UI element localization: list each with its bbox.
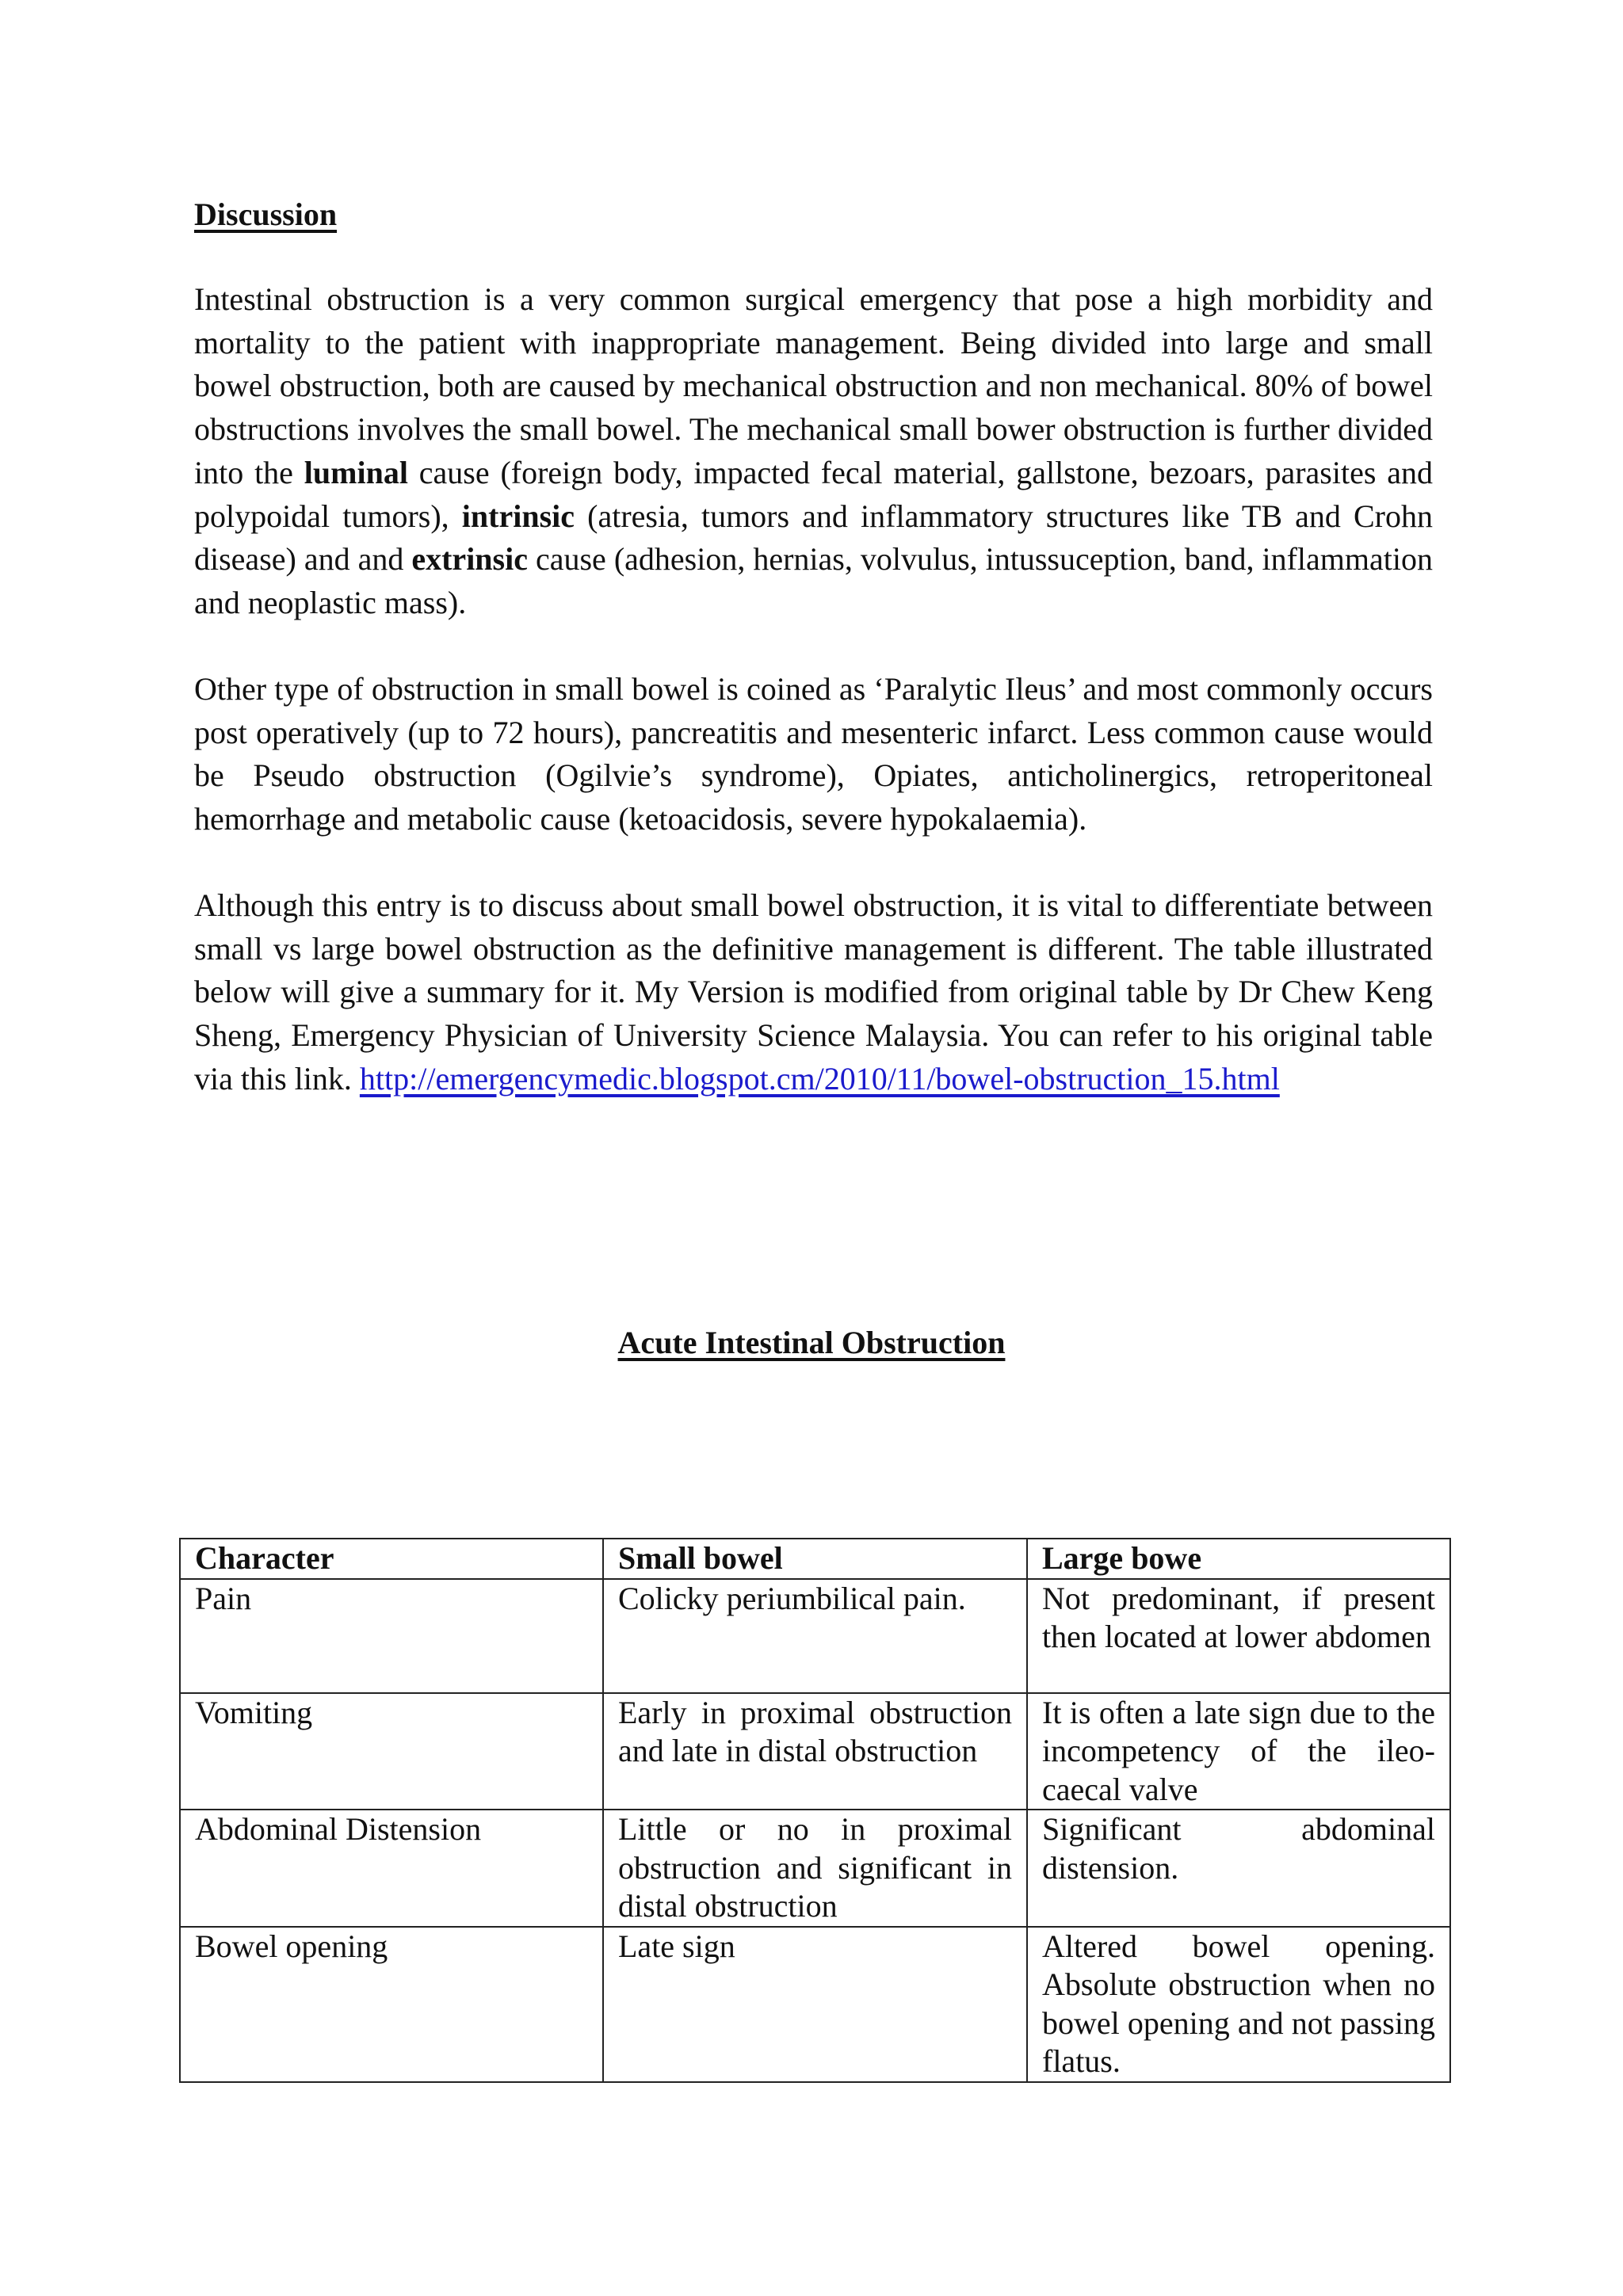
table-row [180,1579,1450,1693]
paragraph-intro-text-3: (atresia, tumors and inflammatory structures like TB and Crohn disease) and and [194,498,1433,578]
header-small-bowel: Small bowel [603,1539,1027,1579]
table-cell: Vomiting [180,1693,603,1810]
table-row [180,1810,1450,1927]
table-row [180,1693,1450,1810]
paragraph-differentiation-text: Although this entry is to discuss about small bowel obstruction, it is vital to differentiate between small vs large bowel obstruction as the definitive management is different. The table illustrated below will give a summary for it. My Version is modified from original table by Dr Chew Keng Sheng, Emergency Physician of University Science Malaysia. You can refer to his original table via this link. [194,887,1433,1097]
paragraph-intro-text-4: cause (adhesion, hernias, volvulus, intussuception, band, inflammation and neoplastic mass). [194,541,1433,620]
original-table-link[interactable]: http://emergencymedic.blogspot.cm/2010/11/bowel-obstruction_15.html [359,1060,1280,1097]
comparison-table [179,1538,1451,2083]
paragraph-intro-text-2: cause (foreign body, impacted fecal material, gallstone, bezoars, parasites and polypoidal tumors), [194,454,1433,534]
paragraph-paralytic-ileus: Other type of obstruction in small bowel is coined as ‘Paralytic Ileus’ and most commonly occurs post operatively (up to 72 hours), pancreatitis and mesenteric infarct. Less common cause would be Pseudo obstruction (Ogilvie’s syndrome), Opiates, anticholinergics, retroperitoneal hemorrhage and metabolic cause (ketoacidosis, severe hypokalaemia). [194,671,1433,837]
discussion-heading: Discussion [194,196,338,232]
paragraph-intro [194,278,1433,625]
term-extrinsic: extrinsic [411,541,528,578]
table-title [0,1322,1623,1364]
table-cell: Early in proximal obstruction and late in distal obstruction [603,1693,1027,1810]
table-cell: Bowel opening [180,1927,603,2082]
paragraph-intro-text-1: Intestinal obstruction is a very common surgical emergency that pose a high morbidity and mortality to the patient with inappropriate management. Being divided into large and small bowel obstruction, both are caused by mechanical obstruction and non mechanical. 80% of bowel obstructions involves the small bowel. The mechanical small bower obstruction is further divided into the [194,281,1433,490]
header-large-bowel: Large bowe [1027,1539,1450,1579]
table-cell: Little or no in proximal obstruction and significant in distal obstruction [603,1810,1027,1927]
table-cell: Colicky periumbilical pain. [603,1579,1027,1693]
table-title-text: Acute Intestinal Obstruction [617,1325,1006,1360]
table-row [180,1927,1450,2082]
table-cell: Significant abdominal distension. [1027,1810,1450,1927]
table-cell: Not predominant, if present then located at lower abdomen [1027,1579,1450,1693]
table-cell: Pain [180,1579,603,1693]
table-cell: Late sign [603,1927,1027,2082]
term-luminal: luminal [304,454,408,490]
table-header-row [180,1539,1450,1579]
paragraph-differentiation [194,884,1433,1101]
table-cell: Abdominal Distension [180,1810,603,1927]
table-cell: Altered bowel opening. Absolute obstruction when no bowel opening and not passing flatus. [1027,1927,1450,2082]
table-cell: It is often a late sign due to the incompetency of the ileo-caecal valve [1027,1693,1450,1810]
term-intrinsic: intrinsic [461,498,575,534]
header-character: Character [180,1539,603,1579]
